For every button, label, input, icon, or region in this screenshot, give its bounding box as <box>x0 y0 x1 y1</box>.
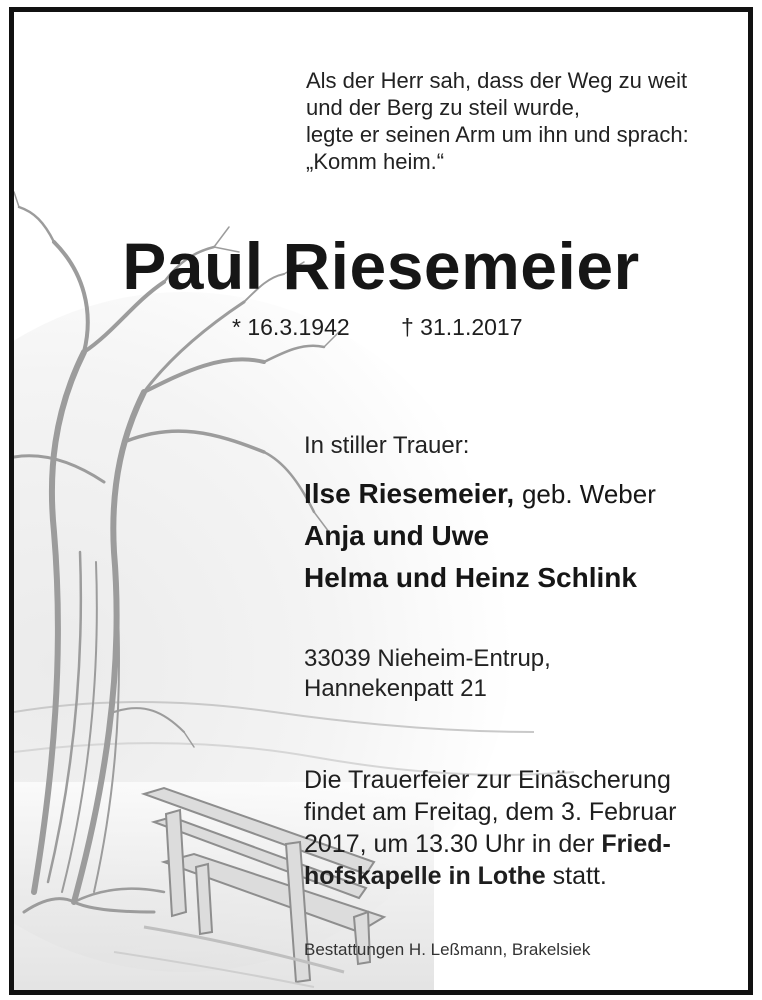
service-line: findet am Freitag, dem 3. Februar <box>304 798 677 826</box>
verse-block <box>306 67 689 175</box>
mourner-2: Anja und Uwe <box>304 520 490 551</box>
birth-date: * 16.3.1942 <box>232 314 350 340</box>
service-text: statt. <box>545 862 607 890</box>
address-block <box>304 644 551 704</box>
mourner-1 <box>304 478 656 510</box>
service-location-bold: hofskapelle in Lothe <box>304 862 546 890</box>
mourner-3: Helma und Heinz Schlink <box>304 562 637 593</box>
mourner-1-name: Ilse Riesemeier, <box>304 478 515 509</box>
service-text: 2017, um 13.30 Uhr in der <box>304 830 602 858</box>
service-line <box>304 860 676 892</box>
verse-line: Als der Herr sah, dass der Weg zu weit <box>306 68 688 93</box>
service-line <box>304 828 676 860</box>
service-notice <box>304 764 676 892</box>
address-line: 33039 Nieheim-Entrup, <box>304 645 551 672</box>
deceased-name: Paul Riesemeier <box>122 229 640 303</box>
service-line: Die Trauerfeier zur Einäscherung <box>304 766 671 794</box>
undertaker-credit: Bestattungen H. Leßmann, Brakelsiek <box>304 940 591 959</box>
address-line: Hannekenpatt 21 <box>304 675 487 702</box>
death-date: † 31.1.2017 <box>401 314 523 340</box>
service-location-bold: Fried- <box>601 830 671 858</box>
verse-line: „Komm heim.“ <box>306 149 445 174</box>
obituary-frame <box>9 7 753 995</box>
verse-line: legte er seinen Arm um ihn und sprach: <box>306 122 689 147</box>
mourners-intro: In stiller Trauer: <box>304 432 470 459</box>
verse-line: und der Berg zu steil wurde, <box>306 95 580 120</box>
mourner-1-suffix: geb. Weber <box>521 479 656 509</box>
